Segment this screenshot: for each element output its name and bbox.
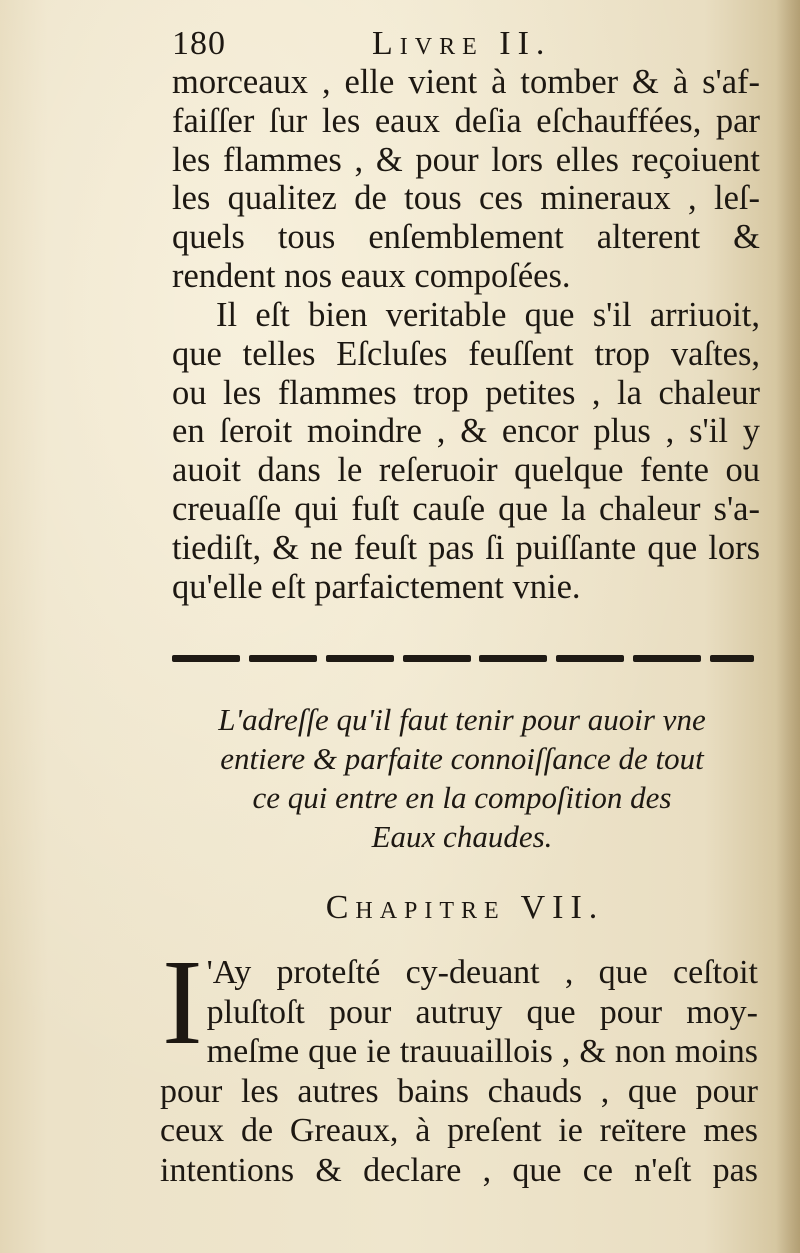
text-line: les qualitez de tous ces mineraux , leſ- [172, 179, 760, 218]
text-line: intentions & declare , que ce n'eſt pas [160, 1151, 758, 1189]
drop-cap: I [162, 935, 203, 1070]
section-heading [160, 700, 764, 856]
text-line: que telles Eſcluſes feuſſent trop vaſtes, [172, 334, 760, 373]
rule-segment [710, 655, 754, 662]
rule-segment [403, 655, 471, 662]
text-line: qu'elle eſt parfaictement vnie. [172, 567, 581, 606]
rule-segment [326, 655, 394, 662]
page-header [172, 24, 762, 64]
text-line: ou les flammes trop petites , la chaleur [172, 373, 760, 412]
rule-segment [249, 655, 317, 662]
heading-line: entiere & parfaite connoiſſance de tout [220, 741, 704, 776]
text-line: les flammes , & pour lors elles reçoiuent [172, 140, 760, 179]
paragraph-1 [172, 63, 760, 296]
running-head: Livre II. [372, 25, 552, 62]
heading-line: ce qui entre en la compoſition des [252, 780, 672, 815]
rule-segment [479, 655, 547, 662]
text-line: tiediſt, & ne feuſt pas ſi puiſſante que lors [172, 528, 760, 567]
text-line: rendent nos eaux compoſées. [172, 256, 571, 295]
chapter-title: Chapitre VII. [325, 889, 605, 926]
paragraph-2 [172, 296, 760, 606]
rule-segment [172, 655, 240, 662]
text-line: quels tous enſemblement alterent & [172, 218, 760, 257]
text-line: morceaux , elle vient à tomber & à s'af- [172, 63, 760, 101]
text-line: meſme que ie trauuaillois , & non moins [206, 1033, 758, 1070]
text-line: Il eſt bien veritable que s'il arriuoit, [216, 296, 760, 334]
text-line: 'Ay proteſté cy-deuant , que ceſtoit [206, 954, 758, 991]
page-edge-shadow [776, 0, 800, 1253]
text-line: en ſeroit moindre , & encor plus , s'il y [172, 412, 760, 451]
rule-segment [633, 655, 701, 662]
rule-segment [556, 655, 624, 662]
text-line: pour les autres bains chauds , que pour [160, 1072, 758, 1110]
paragraph-3 [160, 935, 758, 1190]
heading-line: L'adreſſe qu'il faut tenir pour auoir vne [218, 702, 706, 737]
text-line: creuaſſe qui fuſt cauſe que la chaleur s'a- [172, 489, 760, 528]
text-line: faiſſer ſur les eaux deſia eſchauffées, par [172, 101, 760, 140]
heading-line: Eaux chaudes. [371, 819, 553, 854]
ornamental-rule [172, 652, 754, 664]
page-number: 180 [172, 25, 226, 62]
text-line: pluſtoſt pour autruy que pour moy- [206, 993, 758, 1031]
text-line: auoit dans le reſeruoir quelque fente ou [172, 451, 760, 490]
text-line: ceux de Greaux, à preſent ie reïtere mes [160, 1112, 758, 1149]
